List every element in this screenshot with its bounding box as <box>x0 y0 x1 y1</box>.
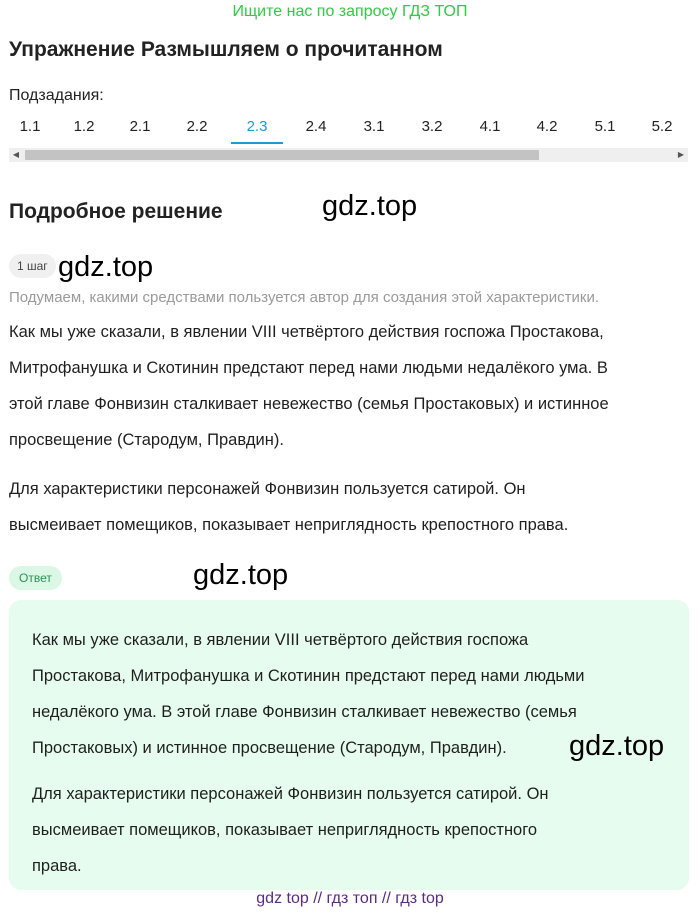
tab-2-1[interactable]: 2.1 <box>129 118 151 135</box>
subtask-tabs <box>0 116 700 146</box>
tab-5-2[interactable]: 5.2 <box>651 118 673 135</box>
tab-5-1[interactable]: 5.1 <box>594 118 616 135</box>
solution-line: Как мы уже сказали, в явлении VIII четвёртого действия госпожа Простакова, <box>9 323 604 341</box>
solution-paragraph <box>9 314 691 458</box>
answer-line: Простакова, Митрофанушка и Скотинин предстают перед нами людьми <box>32 667 585 685</box>
answer-paragraph <box>32 622 665 766</box>
scroll-right-arrow-icon[interactable]: ▶ <box>677 150 685 159</box>
watermark: gdz.top <box>58 251 154 283</box>
tab-3-2[interactable]: 3.2 <box>421 118 443 135</box>
answer-paragraph <box>32 776 662 884</box>
tab-3-1[interactable]: 3.1 <box>363 118 385 135</box>
subtasks-label: Подзадания: <box>9 87 104 104</box>
tab-2-3[interactable]: 2.3 <box>231 116 283 146</box>
tab-2-2[interactable]: 2.2 <box>186 118 208 135</box>
answer-line: Как мы уже сказали, в явлении VIII четвёртого действия госпожа <box>32 631 529 649</box>
answer-line: Простаковых) и истинное просвещение (Стародум, Правдин). <box>32 739 507 757</box>
watermark: gdz.top <box>193 559 289 591</box>
step-badge: 1 шаг <box>9 254 56 278</box>
tab-1-2[interactable]: 1.2 <box>73 118 95 135</box>
solution-line: высмеивает помещиков, показывает неприглядность крепостного права. <box>9 516 569 534</box>
tab-1-1[interactable]: 1.1 <box>19 118 41 135</box>
watermark: gdz.top <box>569 730 665 762</box>
answer-line: права. <box>32 857 82 875</box>
answer-badge: Ответ <box>9 566 62 590</box>
section-title: Подробное решение <box>9 200 223 223</box>
solution-paragraph <box>9 471 691 543</box>
answer-line: высмеивает помещиков, показывает неприглядность крепостного <box>32 821 538 839</box>
promo-banner[interactable]: Ищите нас по запросу ГДЗ ТОП <box>232 3 468 20</box>
answer-line: Для характеристики персонажей Фонвизин пользуется сатирой. Он <box>32 785 549 803</box>
watermark: gdz.top <box>322 190 418 222</box>
tab-4-1[interactable]: 4.1 <box>479 118 501 135</box>
tab-2-4[interactable]: 2.4 <box>305 118 327 135</box>
step-hint: Подумаем, какими средствами пользуется автор для создания этой характеристики. <box>9 289 600 306</box>
page-title: Упражнение Размышляем о прочитанном <box>9 38 443 61</box>
tabs-scrollbar[interactable] <box>9 148 688 162</box>
footer-links[interactable]: gdz top // гдз топ // гдз top <box>256 890 444 907</box>
tab-4-2[interactable]: 4.2 <box>536 118 558 135</box>
scrollbar-thumb[interactable] <box>25 150 539 160</box>
scroll-left-arrow-icon[interactable]: ◀ <box>12 150 20 159</box>
answer-line: недалёкого ума. В этой главе Фонвизин сталкивает невежество (семья <box>32 703 577 721</box>
solution-line: Для характеристики персонажей Фонвизин пользуется сатирой. Он <box>9 480 526 498</box>
solution-line: этой главе Фонвизин сталкивает невежество (семья Простаковых) и истинное <box>9 395 609 413</box>
solution-line: просвещение (Стародум, Правдин). <box>9 431 284 449</box>
solution-line: Митрофанушка и Скотинин предстают перед нами людьми недалёкого ума. В <box>9 359 608 377</box>
